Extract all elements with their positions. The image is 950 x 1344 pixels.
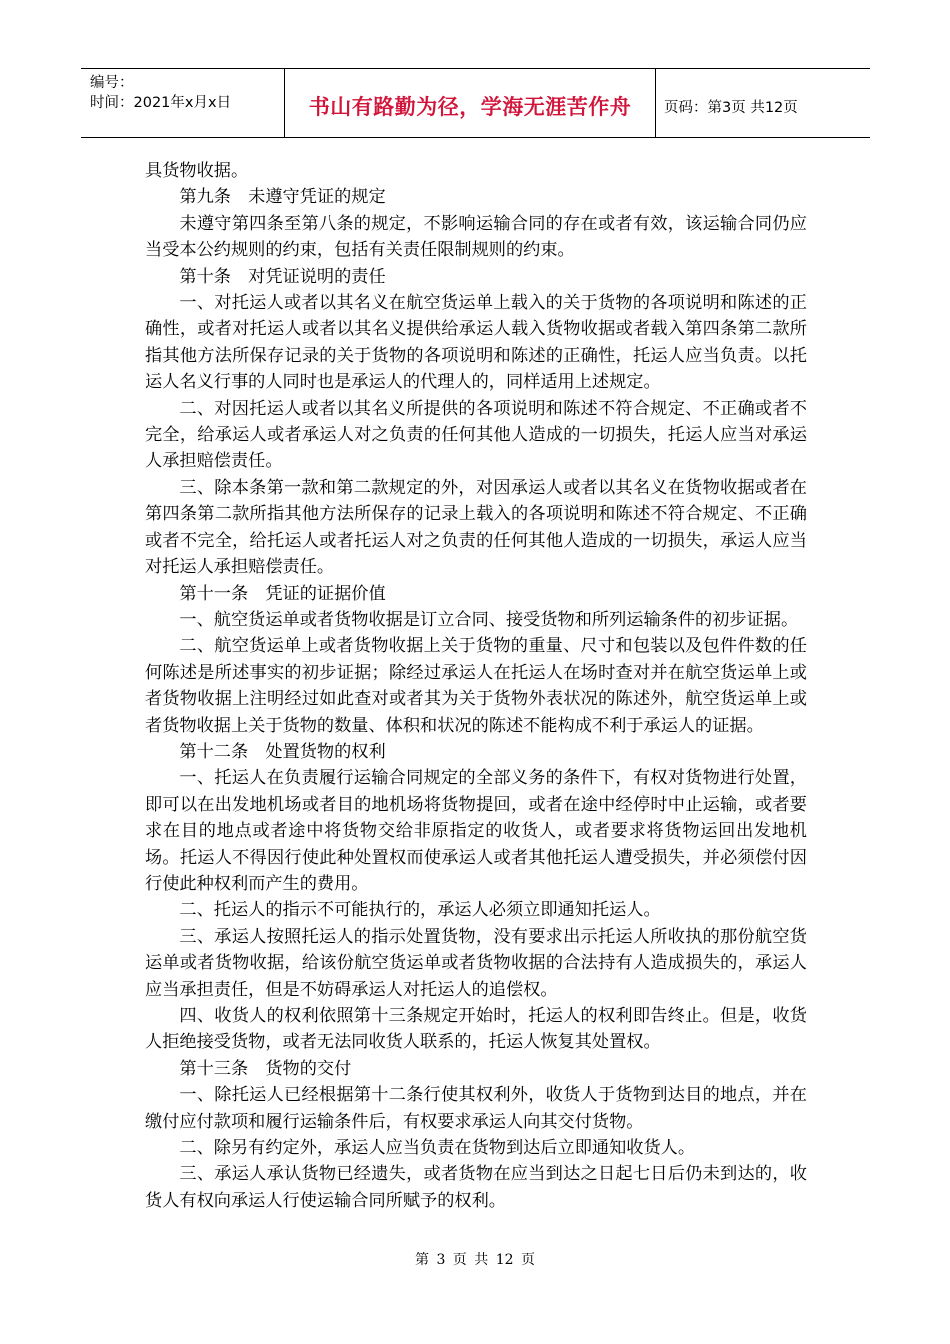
page-header [81, 68, 870, 138]
header-page-cell [656, 69, 870, 137]
document-id-label: 编号： [90, 75, 134, 91]
body-paragraph: 二、除另有约定外，承运人应当负责在货物到达后立即通知收货人。 [179, 1138, 696, 1159]
header-page-number: 页码：第3页 共12页 [664, 99, 798, 116]
body-paragraph: 第十条 对凭证说明的责任 [179, 266, 386, 287]
body-paragraph: 一、托运人在负责履行运输合同规定的全部义务的条件下，有权对货物进行处置，即可以在出发地机场或者目的地机场将货物提回，或者在途中经停时中止运输，或者要求在目的地点或者途中将货物交给非原指定的收货人，或者要求将货物运回出发地机场。托运人不得因行使此种处置权而使承运人或者其他托运人遭受损失，并必须偿付因行使此种权利而产生的费用。 [145, 768, 807, 894]
document-time-label: 时间：2021年x月x日 [90, 95, 232, 111]
body-paragraph: 一、航空货运单或者货物收据是订立合同、接受货物和所列运输条件的初步证据。 [179, 609, 799, 630]
body-paragraph: 未遵守第四条至第八条的规定，不影响运输合同的存在或者有效，该运输合同仍应当受本公约规则的约束，包括有关责任限制规则的约束。 [145, 213, 807, 261]
body-paragraph: 四、收货人的权利依照第十三条规定开始时，托运人的权利即告终止。但是，收货人拒绝接受货物，或者无法同收货人联系的，托运人恢复其处置权。 [145, 1006, 807, 1053]
body-paragraph: 二、航空货运单上或者货物收据上关于货物的重量、尺寸和包装以及包件件数的任何陈述是所述事实的初步证据；除经过承运人在托运人在场时查对并在航空货运单上或者货物收据上注明经过如此查对或者其为关于货物外表状况的陈述外，航空货运单上或者货物收据上关于货物的数量、体积和状况的陈述不能构成不利于承运人的证据。 [145, 636, 807, 736]
body-paragraph: 三、除本条第一款和第二款规定的外，对因承运人或者以其名义在货物收据或者在第四条第二款所指其他方法所保存的记录上载入的各项说明和陈述不符合规定、不正确或者不完全，给托运人或者托运人对之负责的任何其他人造成的一切损失，承运人应当对托运人承担赔偿责任。 [145, 477, 807, 578]
page-footer: 第 3 页 共 12 页 [415, 1252, 535, 1268]
header-meta [81, 69, 284, 137]
body-paragraph: 第十一条 凭证的证据价值 [179, 583, 386, 604]
body-paragraph: 一、对托运人或者以其名义在航空货运单上载入的关于货物的各项说明和陈述的正确性，或者对托运人或者以其名义提供给承运人载入货物收据或者载入第四条第二款所指其他方法所保存记录的关于货物的各项说明和陈述的正确性，托运人应当负责。以托运人名义行事的人同时也是承运人的代理人的，同样适用上述规定。 [145, 293, 807, 393]
header-motto: 书山有路勤为径，学海无涯苦作舟 [308, 95, 632, 119]
body-paragraph: 三、承运人按照托运人的指示处置货物，没有要求出示托运人所收执的那份航空货运单或者货物收据，给该份航空货运单或者货物收据的合法持有人造成损失的，承运人应当承担责任，但是不妨碍承运人对托运人的追偿权。 [145, 926, 807, 1000]
body-paragraph: 二、对因托运人或者以其名义所提供的各项说明和陈述不符合规定、不正确或者不完全，给承运人或者承运人对之负责的任何其他人造成的一切损失，托运人应当对承运人承担赔偿责任。 [145, 398, 807, 472]
body-paragraph: 第九条 未遵守凭证的规定 [179, 187, 386, 208]
body-paragraph: 第十三条 货物的交付 [179, 1058, 352, 1079]
body-paragraph: 三、承运人承认货物已经遗失，或者货物在应当到达之日起七日后仍未到达的，收货人有权向承运人行使运输合同所赋予的权利。 [145, 1164, 807, 1211]
header-motto-cell [284, 69, 656, 137]
body-paragraph: 第十二条 处置货物的权利 [179, 741, 386, 762]
document-body [145, 158, 807, 1214]
body-paragraph: 一、除托运人已经根据第十二条行使其权利外，收货人于货物到达目的地点，并在缴付应付款项和履行运输条件后，有权要求承运人向其交付货物。 [145, 1085, 807, 1132]
body-paragraph: 二、托运人的指示不可能执行的，承运人必须立即通知托运人。 [179, 900, 661, 921]
body-paragraph: 具货物收据。 [145, 161, 249, 181]
